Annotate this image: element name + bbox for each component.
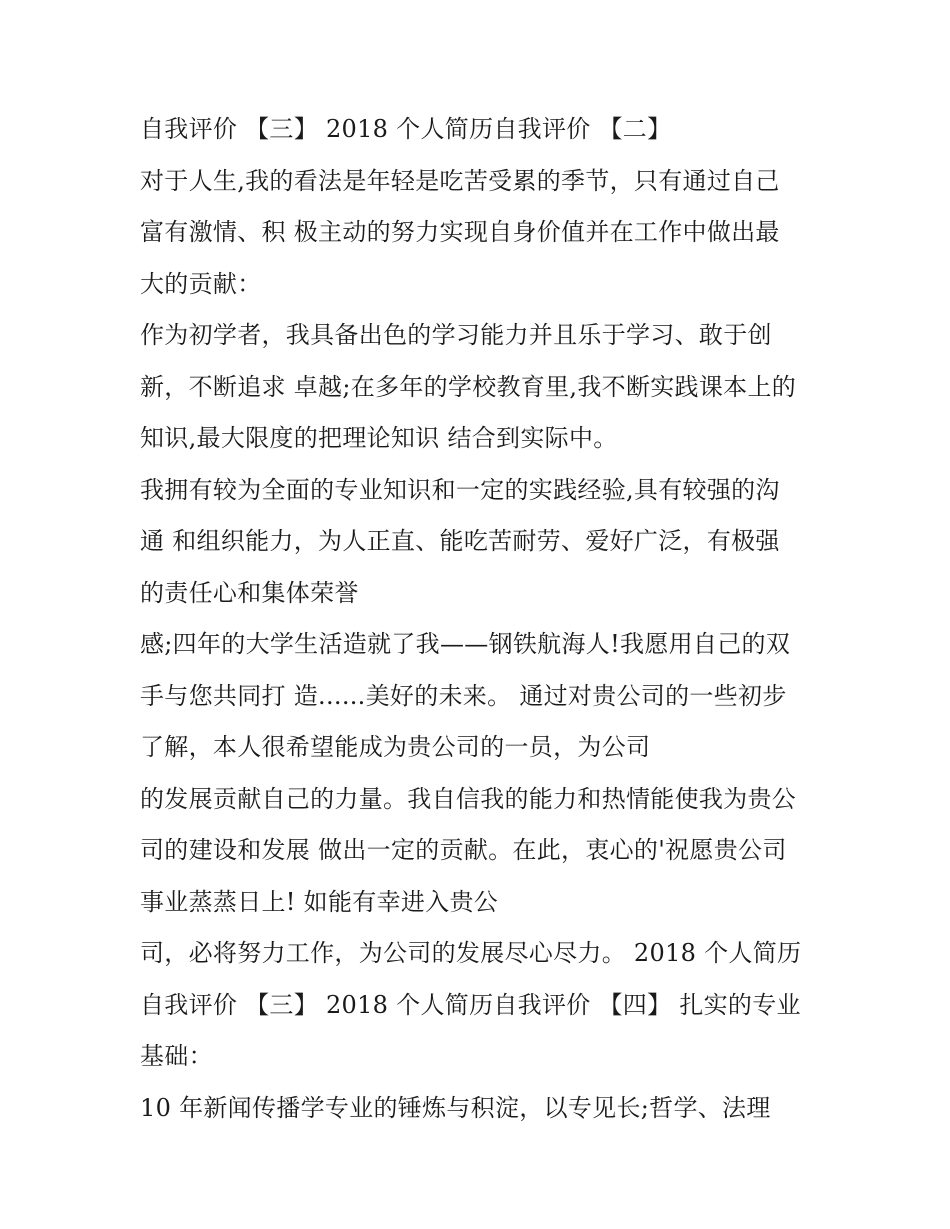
text-line: 的发展贡献自己的力量。我自信我的能力和热情能使我为贵公 [140, 784, 797, 813]
text-line: 自我评价 【三】 2018 个人简历自我评价 【二】 [140, 115, 672, 143]
text-line: 司，必将努力工作，为公司的发展尽心尽力。 2018 个人简历 [140, 939, 802, 967]
text-line: 自我评价 【三】 2018 个人简历自我评价 【四】 扎实的专业 [140, 990, 801, 1019]
text-line: 新，不断追求 卓越;在多年的学校教育里,我不断实践课本上的 [140, 372, 797, 401]
text-line: 感;四年的大学生活造就了我——钢铁航海人!我愿用自己的双 [140, 630, 791, 658]
text-line: 事业蒸蒸日上! 如能有幸进入贵公 [140, 887, 499, 916]
text-line: 了解，本人很希望能成为贵公司的一员，为公司 [140, 733, 651, 761]
body-text [140, 104, 840, 1134]
text-line: 的责任心和集体荣誉 [140, 578, 359, 607]
text-line: 作为初学者，我具备出色的学习能力并且乐于学习、敢于创 [140, 321, 772, 349]
text-line: 10 年新闻传播学专业的锤炼与积淀，以专见长;哲学、法理 [140, 1093, 771, 1122]
text-line: 大的贡献： [140, 269, 262, 298]
text-line: 对于人生,我的看法是年轻是吃苦受累的季节，只有通过自己 [140, 166, 780, 195]
text-line: 手与您共同打 造......美好的未来。 通过对贵公司的一些初步 [140, 681, 787, 710]
text-line: 我拥有较为全面的专业知识和一定的实践经验,具有较强的沟 [140, 475, 780, 504]
text-line: 富有激情、积 极主动的努力实现自身价值并在工作中做出最 [140, 218, 780, 246]
text-line: 知识,最大限度的把理论知识 结合到实际中。 [140, 424, 618, 452]
text-line: 通 和组织能力，为人正直、能吃苦耐劳、爱好广泛，有极强 [140, 527, 780, 555]
text-line: 司的建设和发展 做出一定的贡献。在此，衷心的'祝愿贵公司 [140, 836, 787, 864]
text-line: 基础： [140, 1042, 213, 1070]
